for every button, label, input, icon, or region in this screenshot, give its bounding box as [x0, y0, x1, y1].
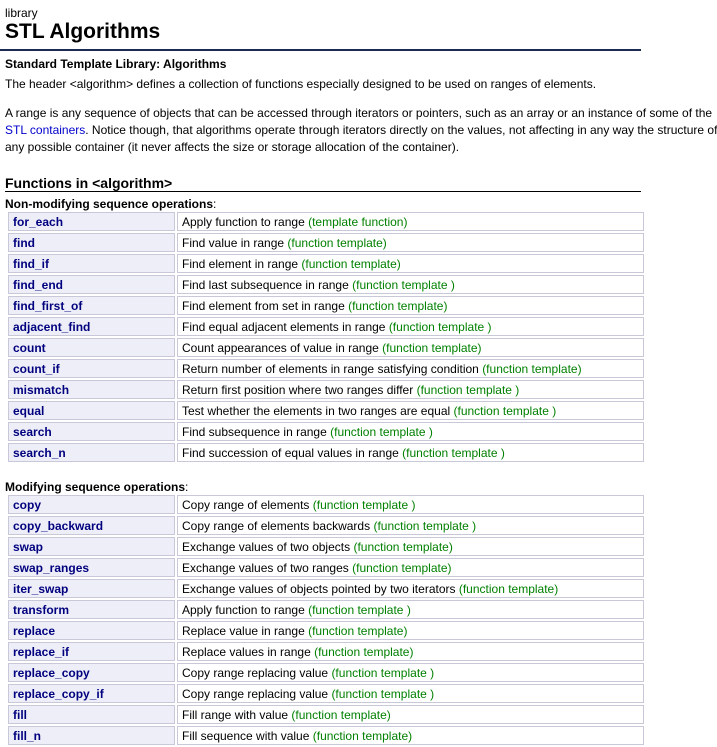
function-description — [177, 401, 644, 420]
group-title-non-modifying — [5, 197, 216, 211]
description-text: Fill sequence with value — [182, 728, 310, 743]
table-row — [8, 705, 644, 724]
description-text: Find succession of equal values in range — [182, 445, 399, 460]
table-row — [8, 558, 644, 577]
table-row — [8, 212, 644, 231]
function-description — [177, 359, 644, 378]
intro-before: The header — [5, 77, 70, 91]
modifying-table — [6, 493, 646, 747]
table-row — [8, 600, 644, 619]
function-description — [177, 579, 644, 598]
function-description — [177, 275, 644, 294]
function-description — [177, 516, 644, 535]
description-text: Test whether the elements in two ranges are equal — [182, 403, 451, 418]
function-kind: (function template ) — [402, 445, 505, 460]
function-kind: (function template ) — [331, 686, 435, 701]
function-name-link[interactable]: equal — [8, 401, 175, 420]
function-name-link[interactable]: fill — [8, 705, 175, 724]
function-kind: (function template ) — [352, 277, 455, 292]
stl-containers-link[interactable]: STL containers — [5, 123, 86, 137]
function-name-link[interactable]: iter_swap — [8, 579, 175, 598]
header-code: <algorithm> — [69, 77, 134, 91]
description-text: Copy range replacing value — [182, 665, 329, 680]
group-title-text: Non-modifying sequence operations — [5, 197, 214, 211]
function-kind: (function template ) — [308, 602, 411, 617]
function-kind: (function template ) — [416, 382, 520, 397]
description-text: Copy range of elements — [182, 497, 310, 512]
section-divider — [5, 191, 641, 192]
table-row — [8, 296, 644, 315]
table-row — [8, 537, 644, 556]
group-title-modifying — [5, 480, 188, 494]
table-row — [8, 579, 644, 598]
description-text: Apply function to range — [182, 214, 305, 229]
function-name-link[interactable]: swap — [8, 537, 175, 556]
function-name-link[interactable]: search — [8, 422, 175, 441]
table-row — [8, 275, 644, 294]
function-description — [177, 684, 644, 703]
description-text: Find subsequence in range — [182, 424, 327, 439]
subtitle: Standard Template Library: Algorithms — [5, 57, 227, 71]
function-name-link[interactable]: find — [8, 233, 175, 252]
table-row — [8, 621, 644, 640]
function-description — [177, 705, 644, 724]
table-row — [8, 380, 644, 399]
function-description — [177, 317, 644, 336]
function-description — [177, 443, 644, 462]
breadcrumb[interactable]: library — [5, 6, 38, 20]
table-row — [8, 642, 644, 661]
function-description — [177, 663, 644, 682]
table-row — [8, 254, 644, 273]
function-description — [177, 558, 644, 577]
function-description — [177, 495, 644, 514]
function-description — [177, 254, 644, 273]
description-text: Apply function to range — [182, 602, 305, 617]
table-row — [8, 663, 644, 682]
group-title-suffix: : — [185, 480, 189, 494]
table-row — [8, 401, 644, 420]
function-kind: (function template) — [348, 298, 448, 313]
table-row — [8, 422, 644, 441]
description-text: Count appearances of value in range — [182, 340, 379, 355]
paragraph-line-1: A range is any sequence of objects that can be accessed through iterators or pointers, such as an array or an instance of some of the — [5, 106, 713, 120]
function-kind: (function template) — [382, 340, 482, 355]
function-kind: (function template) — [291, 707, 391, 722]
function-name-link[interactable]: find_first_of — [8, 296, 175, 315]
function-kind: (function template ) — [312, 497, 416, 512]
function-name-link[interactable]: replace_if — [8, 642, 175, 661]
function-name-link[interactable]: copy — [8, 495, 175, 514]
function-kind: (function template) — [287, 235, 387, 250]
table-row — [8, 495, 644, 514]
table-row — [8, 443, 644, 462]
function-kind: (function template) — [301, 256, 401, 271]
description-text: Copy range replacing value — [182, 686, 329, 701]
group-title-text: Modifying sequence operations — [5, 480, 186, 494]
description-text: Copy range of elements backwards — [182, 518, 371, 533]
intro-text — [5, 77, 596, 91]
page-title: STL Algorithms — [5, 20, 161, 43]
table-row — [8, 233, 644, 252]
description-text: Return first position where two ranges differ — [182, 382, 414, 397]
function-kind: (function template) — [482, 361, 582, 376]
function-name-link[interactable]: find_end — [8, 275, 175, 294]
function-name-link[interactable]: copy_backward — [8, 516, 175, 535]
description-text: Return number of elements in range satisfying condition — [182, 361, 479, 376]
group-title-suffix: : — [213, 197, 217, 211]
function-kind: (function template) — [312, 728, 413, 743]
paragraph-line-2-rest: . Notice though, that algorithms operate through iterators directly on the values, not affecting in any way the structure of — [85, 123, 717, 137]
function-name-link[interactable]: transform — [8, 600, 175, 619]
title-divider — [0, 49, 641, 51]
function-kind: (function template ) — [453, 403, 557, 418]
function-kind: (function template ) — [330, 424, 433, 439]
function-kind: (function template) — [314, 644, 414, 659]
function-name-link[interactable]: count_if — [8, 359, 175, 378]
function-description — [177, 422, 644, 441]
description-text: Find equal adjacent elements in range — [182, 319, 386, 334]
function-description — [177, 642, 644, 661]
description-text: Find element from set in range — [182, 298, 345, 313]
description-text: Exchange values of two ranges — [182, 560, 349, 575]
function-description — [177, 338, 644, 357]
function-name-link[interactable]: adjacent_find — [8, 317, 175, 336]
table-row — [8, 338, 644, 357]
function-description — [177, 212, 644, 231]
description-text: Replace value in range — [182, 623, 305, 638]
description-text: Exchange values of two objects — [182, 539, 351, 554]
description-text: Replace values in range — [182, 644, 311, 659]
table-row — [8, 726, 644, 745]
description-text: Exchange values of objects pointed by two iterators — [182, 581, 456, 596]
function-name-link[interactable]: swap_ranges — [8, 558, 175, 577]
table-row — [8, 684, 644, 703]
table-row — [8, 359, 644, 378]
function-description — [177, 726, 644, 745]
function-kind: (function template) — [352, 560, 452, 575]
description-text: Find element in range — [182, 256, 299, 271]
function-name-link[interactable]: search_n — [8, 443, 175, 462]
function-name-link[interactable]: count — [8, 338, 175, 357]
paragraph-line-3: any possible container (it never affects the size or storage allocation of the container). — [5, 140, 460, 154]
function-kind: (function template) — [308, 623, 408, 638]
function-kind: (function template ) — [373, 518, 477, 533]
function-kind: (function template) — [458, 581, 559, 596]
function-description — [177, 296, 644, 315]
function-name-link[interactable]: mismatch — [8, 380, 175, 399]
function-description — [177, 621, 644, 640]
function-name-link[interactable]: fill_n — [8, 726, 175, 745]
table-row — [8, 516, 644, 535]
description-text: Fill range with value — [182, 707, 289, 722]
function-description — [177, 233, 644, 252]
function-name-link[interactable]: find_if — [8, 254, 175, 273]
table-row — [8, 317, 644, 336]
paragraph-line-2 — [5, 122, 717, 139]
function-description — [177, 380, 644, 399]
non-modifying-table — [6, 210, 646, 464]
range-paragraph — [5, 105, 717, 156]
function-kind: (function template ) — [331, 665, 435, 680]
description-text: Find last subsequence in range — [182, 277, 349, 292]
function-kind: (template function) — [308, 214, 408, 229]
function-kind: (function template) — [353, 539, 453, 554]
function-name-link[interactable]: for_each — [8, 212, 175, 231]
intro-after: defines a collection of functions especially designed to be used on ranges of elements. — [133, 77, 597, 91]
section-title: Functions in <algorithm> — [5, 175, 173, 191]
function-kind: (function template ) — [388, 319, 492, 334]
description-text: Find value in range — [182, 235, 285, 250]
function-name-link[interactable]: replace_copy_if — [8, 684, 175, 703]
function-description — [177, 600, 644, 619]
function-name-link[interactable]: replace_copy — [8, 663, 175, 682]
function-description — [177, 537, 644, 556]
function-name-link[interactable]: replace — [8, 621, 175, 640]
